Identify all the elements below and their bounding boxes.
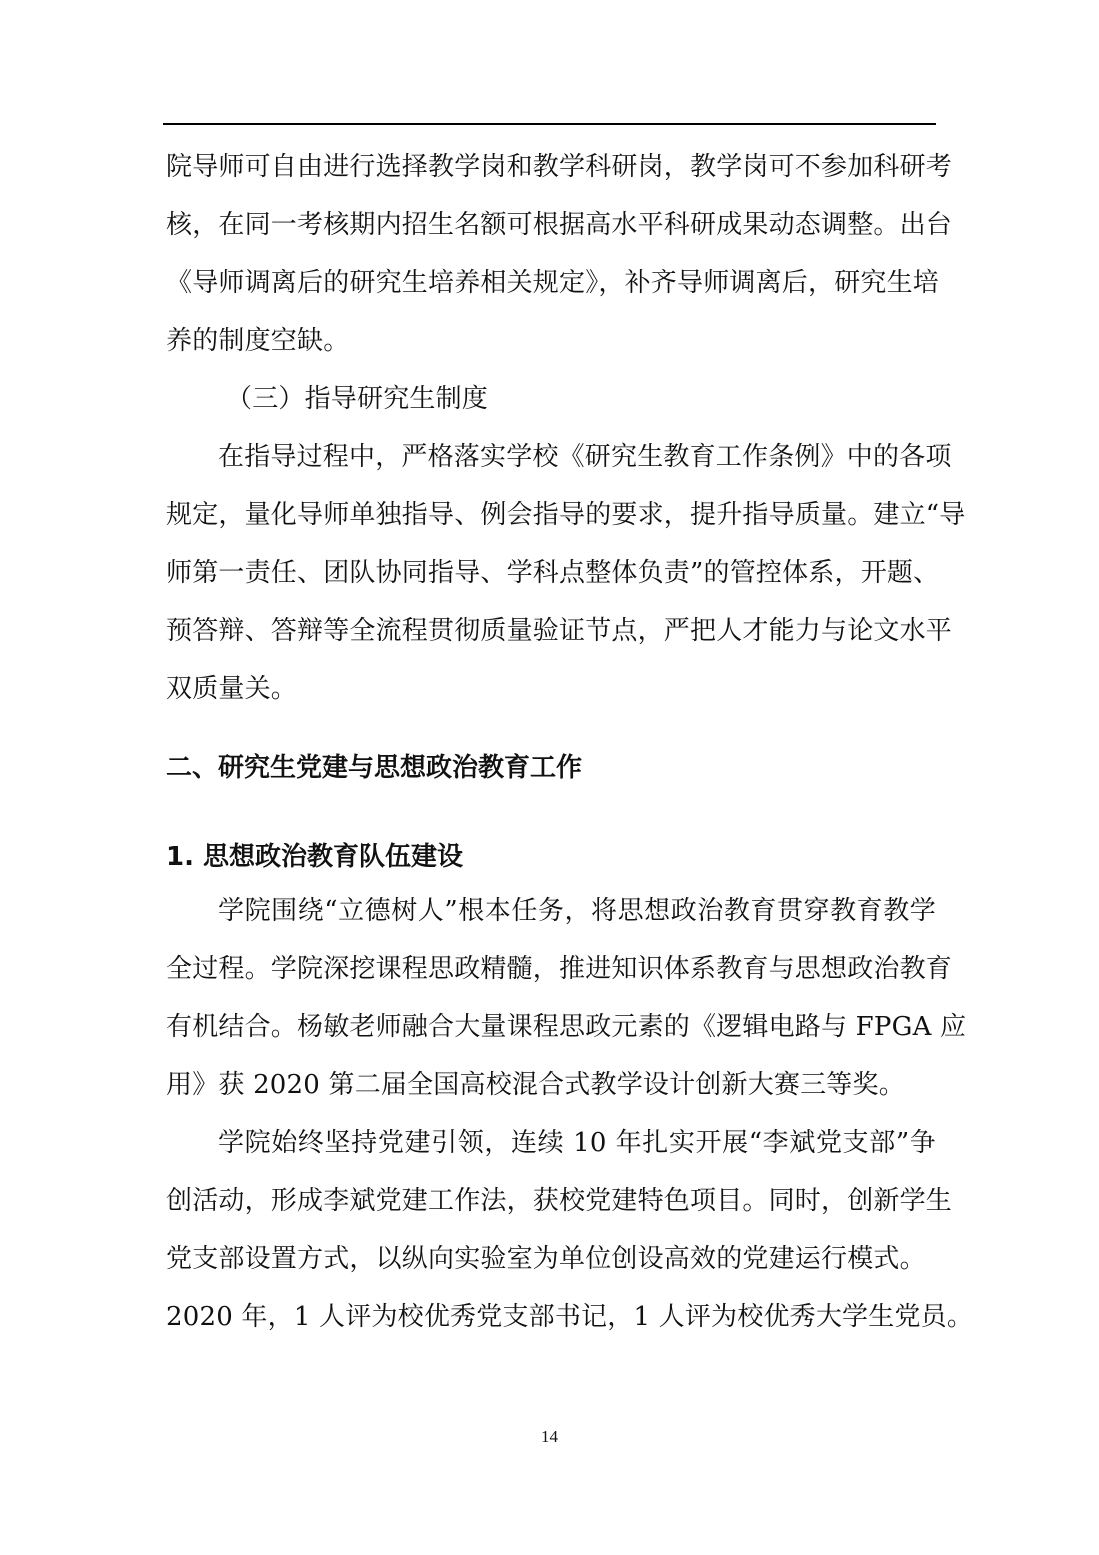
paragraph-2-line: 规定，量化导师单独指导、例会指导的要求，提升指导质量。建立“导 [166,500,966,530]
section-2-content [166,882,974,1346]
paragraph-3-line: 学院围绕“立德树人”根本任务，将思想政治教育贯穿教育教学 [218,896,936,926]
page-number: 14 [541,1427,558,1446]
section-heading-2: 二、研究生党建与思想政治教育工作 [166,753,583,783]
paragraph-1-line: 核，在同一考核期内招生名额可根据高水平科研成果动态调整。出台 [166,210,953,240]
paragraph-1-line: 《导师调离后的研究生培养相关规定》，补齐导师调离后，研究生培 [166,268,940,298]
paragraph-2-line: 预答辩、答辩等全流程贯彻质量验证节点，严把人才能力与论文水平 [166,616,953,646]
paragraph-2-line: 双质量关。 [166,674,298,704]
paragraph-4-line: 学院始终坚持党建引领，连续 10 年扎实开展“李斌党支部”争 [218,1128,936,1158]
paragraph-3-line: 有机结合。杨敏老师融合大量课程思政元素的《逻辑电路与 FPGA 应 [166,1012,967,1042]
paragraph-4-line: 创活动，形成李斌党建工作法，获校党建特色项目。同时，创新学生 [166,1186,953,1216]
section-1-content [166,138,966,718]
paragraph-4-line: 2020 年，1 人评为校优秀党支部书记，1 人评为校优秀大学生党员。 [166,1302,974,1332]
subheading-guidance-system: （三）指导研究生制度 [226,384,489,414]
paragraph-4-line: 党支部设置方式，以纵向实验室为单位创设高效的党建运行模式。 [166,1244,926,1274]
paragraph-3-line: 用》获 2020 第二届全国高校混合式教学设计创新大赛三等奖。 [166,1070,905,1100]
section-heading-3: 1. 思想政治教育队伍建设 [166,842,464,872]
paragraph-2-line: 在指导过程中，严格落实学校《研究生教育工作条例》中的各项 [218,442,952,472]
header-rule [163,123,936,125]
paragraph-1-line: 院导师可自由进行选择教学岗和教学科研岗，教学岗可不参加科研考 [166,152,953,182]
paragraph-3-line: 全过程。学院深挖课程思政精髓，推进知识体系教育与思想政治教育 [166,954,953,984]
paragraph-1-line: 养的制度空缺。 [166,326,350,356]
paragraph-2-line: 师第一责任、团队协同指导、学科点整体负责”的管控体系，开题、 [166,558,940,588]
